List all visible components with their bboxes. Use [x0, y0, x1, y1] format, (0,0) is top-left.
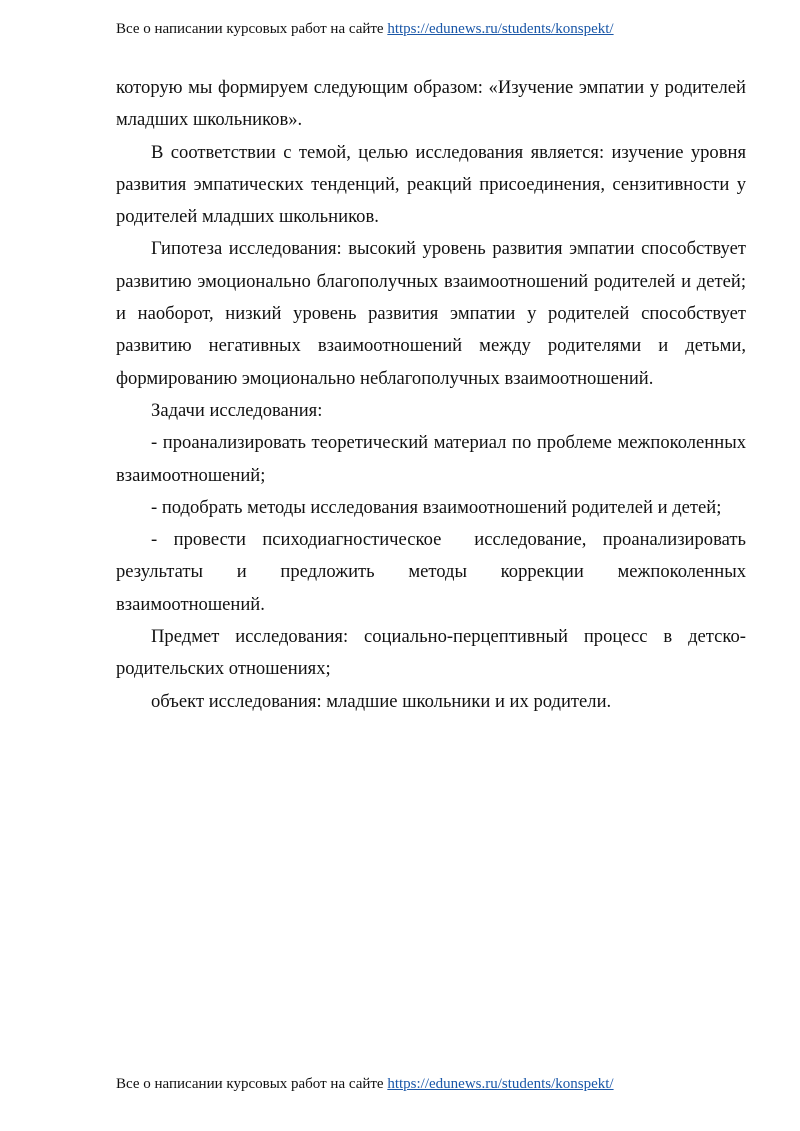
page-footer — [116, 1074, 756, 1094]
header-text: Все о написании курсовых работ на сайте — [116, 21, 388, 37]
page-header — [116, 19, 756, 39]
paragraph-task-1: - проанализировать теоретический материал по проблеме межпоколенных взаимоотношений; — [116, 432, 756, 486]
document-body — [116, 72, 756, 718]
paragraph-tasks-heading: Задачи исследования: — [151, 399, 323, 421]
footer-link[interactable]: https://edunews.ru/students/konspekt/ — [387, 1076, 614, 1092]
paragraph-research-goal: В соответствии с темой, целью исследования является: изучение уровня развития эмпатических тенденций, реакций присоединения, сензитивности у родителей младших школьников. — [116, 141, 746, 228]
paragraph-task-2: - подобрать методы исследования взаимоотношений родителей и детей; — [151, 496, 722, 518]
paragraph-hypothesis: Гипотеза исследования: высокий уровень развития эмпатии способствует развитию эмоционально благополучных взаимоотношений родителей и детей; и наоборот, низкий уровень развития эмпатии у родителей способствует развитию негативных взаимоотношений между родителями и детьми, формированию эмоционально неблагополучных взаимоотношений. — [116, 238, 746, 389]
paragraph-topic-continuation: которую мы формируем следующим образом: «Изучение эмпатии у родителей младших школьников». — [116, 77, 746, 131]
paragraph-task-3: - провести психодиагностическое исследование, проанализировать результаты и предложить методы коррекции межпоколенных взаимоотношений. — [116, 529, 751, 615]
footer-text: Все о написании курсовых работ на сайте — [116, 1076, 388, 1092]
paragraph-object: объект исследования: младшие школьники и их родители. — [151, 690, 612, 712]
header-link[interactable]: https://edunews.ru/students/konspekt/ — [387, 21, 614, 37]
paragraph-subject: Предмет исследования: социально-перцептивный процесс в детско-родительских отношениях; — [116, 626, 746, 680]
